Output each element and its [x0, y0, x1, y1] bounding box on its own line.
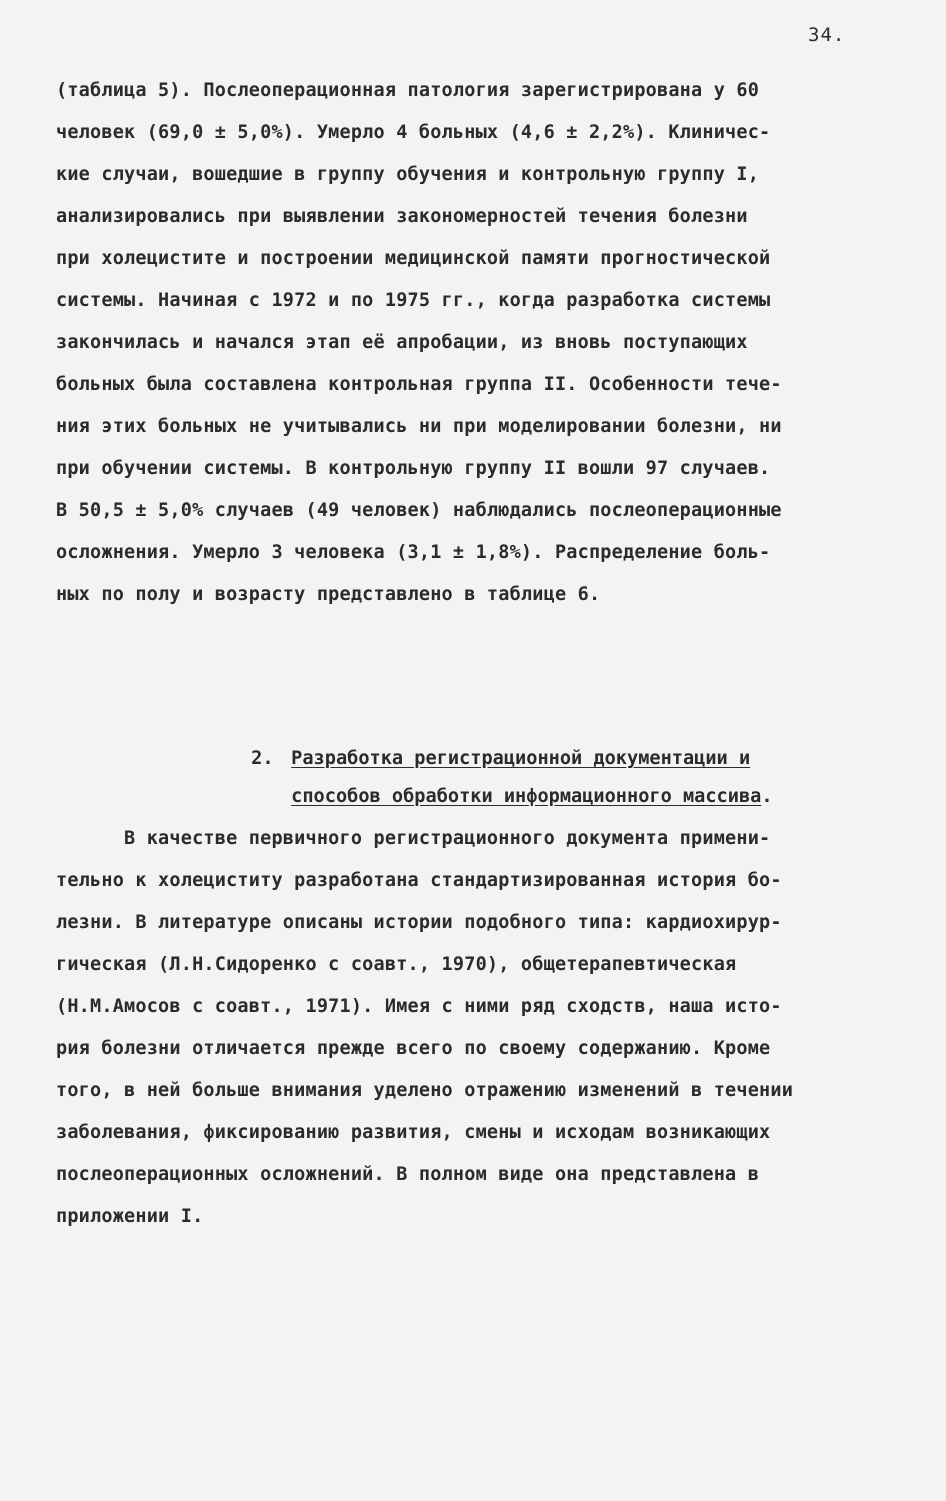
text-line: рия болезни отличается прежде всего по своему содержанию. Кроме: [56, 1038, 771, 1059]
text-line: ных по полу и возрасту представлено в таблице 6.: [56, 584, 601, 605]
text-line: кие случаи, вошедшие в группу обучения и контрольную группу I,: [56, 164, 760, 185]
text-line: больных была составлена контрольная группа II. Особенности тече-: [56, 374, 782, 395]
text-line: осложнения. Умерло 3 человека (3,1 ± 1,8%). Распределение боль-: [56, 542, 771, 563]
text-line: ния этих больных не учитывались ни при моделировании болезни, ни: [56, 416, 782, 437]
text-line: при холецистите и построении медицинской памяти прогностической: [56, 248, 771, 269]
section-number: 2.: [251, 748, 274, 769]
text-line: послеоперационных осложнений. В полном виде она представлена в: [56, 1164, 760, 1185]
text-line: того, в ней больше внимания уделено отражению изменений в течении: [56, 1080, 794, 1101]
section-title-line-2: способов обработки информационного массива: [291, 786, 762, 807]
section-title-line-1: Разработка регистрационной документации и: [291, 748, 751, 769]
paragraph-2: [56, 818, 896, 1238]
text-line: человек (69,0 ± 5,0%). Умерло 4 больных (4,6 ± 2,2%). Клиничес-: [56, 122, 771, 143]
page-number: 34.: [808, 24, 846, 46]
text-line: (Н.М.Амосов с соавт., 1971). Имея с ними ряд сходств, наша исто-: [56, 996, 782, 1017]
section-heading: [184, 702, 824, 807]
text-line: приложении I.: [56, 1206, 204, 1227]
text-line: заболевания, фиксированию развития, смены и исходам возникающих: [56, 1122, 771, 1143]
text-line: закончилась и начался этап её апробации, из вновь поступающих: [56, 332, 748, 353]
text-line: анализировались при выявлении закономерностей течения болезни: [56, 206, 748, 227]
text-line: при обучении системы. В контрольную группу II вошли 97 случаев.: [56, 458, 771, 479]
text-line: системы. Начиная с 1972 и по 1975 гг., когда разработка системы: [56, 290, 771, 311]
text-line: В качестве первичного регистрационного документа примени-: [56, 828, 771, 849]
paragraph-1: [56, 70, 896, 616]
text-line: тельно к холециститу разработана стандартизированная история бо-: [56, 870, 782, 891]
text-line: гическая (Л.Н.Сидоренко с соавт., 1970), общетерапевтическая: [56, 954, 737, 975]
text-line: лезни. В литературе описаны истории подобного типа: кардиохирур-: [56, 912, 782, 933]
text-line: (таблица 5). Послеоперационная патология зарегистрирована у 60: [56, 80, 760, 101]
text-line: В 50,5 ± 5,0% случаев (49 человек) наблюдались послеоперационные: [56, 500, 782, 521]
section-title-end: .: [761, 786, 773, 807]
